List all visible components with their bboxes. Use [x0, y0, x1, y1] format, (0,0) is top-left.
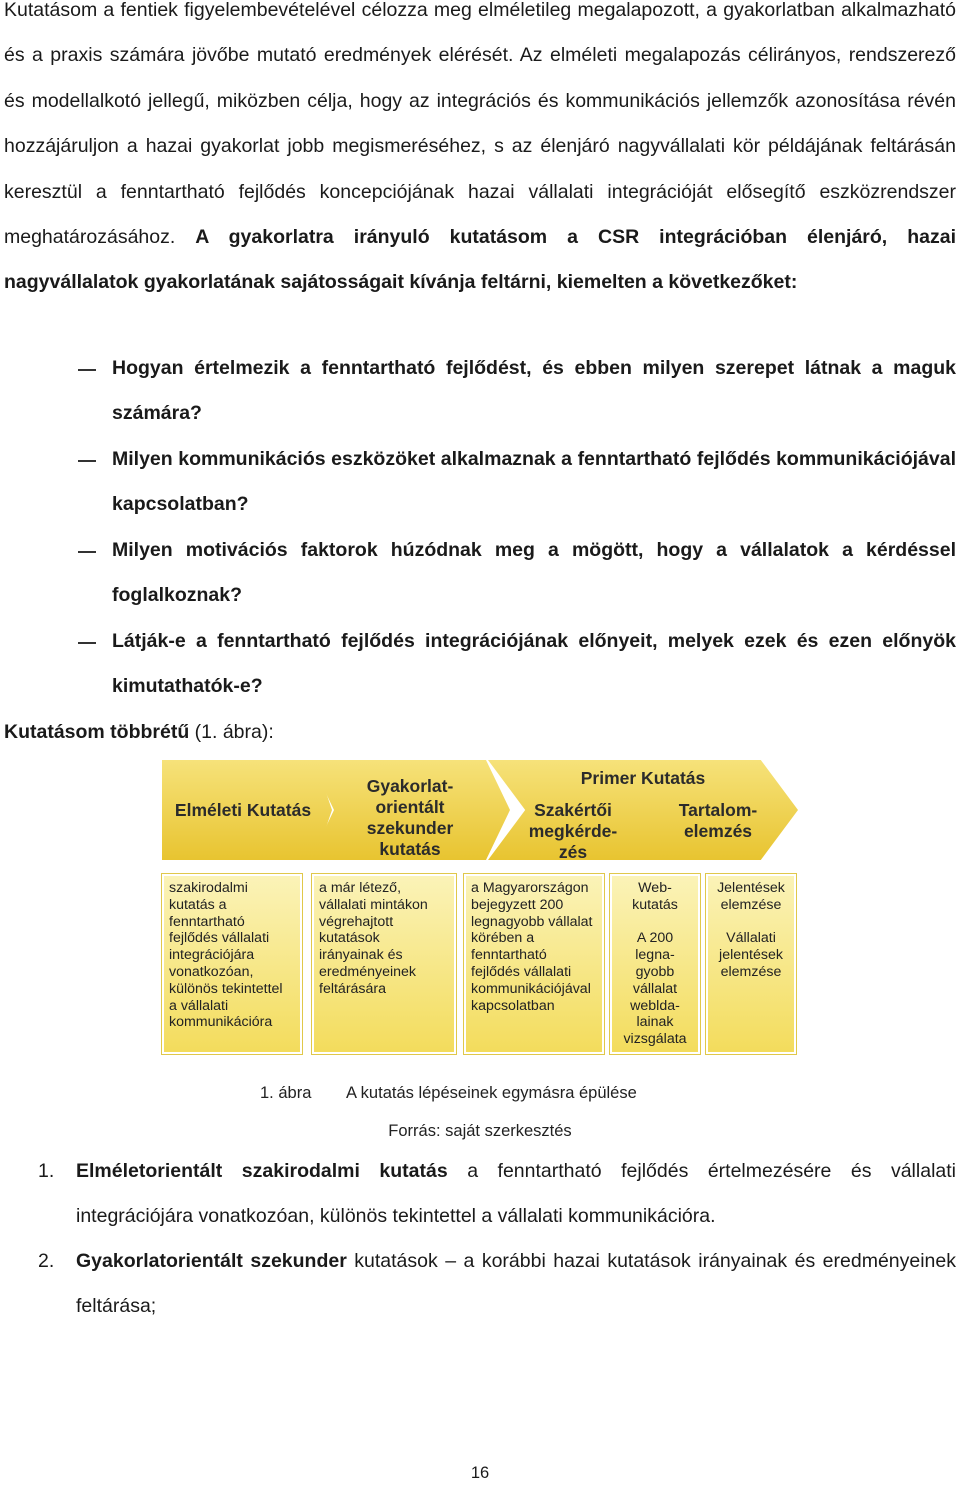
list-text — [76, 1239, 956, 1330]
figure-source: Forrás: saját szerkesztés — [388, 1122, 572, 1140]
figure-caption-number: 1. ábra — [260, 1084, 312, 1102]
list-number: 1. — [38, 1160, 55, 1182]
list-bold: Gyakorlatorientált szekunder — [76, 1250, 347, 1272]
figure-heading-rest: (1. ábra): — [189, 721, 274, 743]
figure-heading — [4, 710, 274, 755]
list-number: 2. — [38, 1250, 55, 1272]
intro-bold-text: A gyakorlatra irányuló kutatásom a CSR integrációban élenjáró, hazai nagyvállalatok gyakorlatának sajátosságait kívánja feltárni, kiemelten a következőket: — [4, 226, 956, 294]
step-box: a már létező, vállalati mintákon végrehajtott kutatások irányainak és eredményeinek feltárására — [312, 874, 456, 1054]
bullet-dash — [78, 551, 96, 553]
list-item — [38, 1149, 956, 1240]
question-item: Milyen motivációs faktorok húzódnak meg a mögött, hogy a vállalatok a kérdéssel foglalkoznak? — [112, 539, 956, 607]
figure-caption-title: A kutatás lépéseinek egymásra épülése — [346, 1084, 637, 1102]
question-item: Milyen kommunikációs eszközöket alkalmaznak a fenntartható fejlődés kommunikációjával kapcsolatban? — [112, 448, 956, 516]
bullet-dash — [78, 369, 96, 371]
arrow-sub-label: Tartalom- elemzés — [678, 800, 758, 841]
list-item — [38, 1239, 956, 1330]
list-bold: Elméletorientált szakirodalmi kutatás — [76, 1160, 448, 1182]
page-number: 16 — [470, 1464, 490, 1482]
bullet-dash — [78, 642, 96, 644]
step-box: szakirodalmi kutatás a fenntartható fejlődés vállalati integrációjára vonatkozóan, különös tekintettel a vállalati kommunikációra — [162, 874, 302, 1054]
arrow-label: Primer Kutatás — [580, 768, 706, 788]
figure-heading-bold: Kutatásom többrétű — [4, 721, 190, 743]
intro-paragraph — [4, 0, 956, 306]
arrow-label: Elméleti Kutatás — [174, 800, 312, 820]
arrow-sub-label: Szakértői megkérde- zés — [528, 800, 618, 862]
research-steps-figure — [158, 760, 798, 1056]
step-box: Jelentések elemzése Vállalati jelentések elemzése — [706, 874, 796, 1054]
question-item: Hogyan értelmezik a fenntartható fejlődést, és ebben milyen szerepet látnak a maguk számára? — [112, 357, 956, 425]
list-rest: kutatások – a korábbi hazai kutatások irányainak és eredményeinek feltárása; — [76, 1250, 956, 1318]
list-rest: a fenntartható fejlődés értelmezésére és vállalati integrációjára vonatkozóan, különös tekintettel a vállalati kommunikációra. — [76, 1160, 956, 1228]
arrow-label: Gyakorlat- orientált szekunder kutatás — [366, 776, 454, 859]
step-box: a Magyarországon bejegyzett 200 legnagyobb vállalat körében a fenntartható fejlődés vállalati kommunikációjával kapcsolatban — [464, 874, 604, 1054]
list-text — [76, 1149, 956, 1240]
intro-text: Kutatásom a fentiek figyelembevételével célozza meg elméletileg megalapozott, a gyakorlatban alkalmazható és a praxis számára jövőbe mutató eredmények elérését. Az elméleti megalapozás célirányos, rendszerező és modellalkotó jellegű, miközben célja, hogy az integrációs és kommunikációs jellemzők azonosítása révén hozzájáruljon a hazai gyakorlat jobb megismeréséhez, s az élenjáró nagyvállalati kör példájának feltárásán keresztül a fenntartható fejlődés koncepciójának hazai vállalati integrációját elősegítő eszközrendszer meghatározásához. — [4, 0, 956, 249]
step-box: Web- kutatás A 200 legna- gyobb vállalat weblda- lainak vizsgálata — [610, 874, 700, 1054]
bullet-dash — [78, 460, 96, 462]
question-item: Látják-e a fenntartható fejlődés integrációjának előnyeit, melyek ezek és ezen előnyök kimutathatók-e? — [112, 630, 956, 698]
